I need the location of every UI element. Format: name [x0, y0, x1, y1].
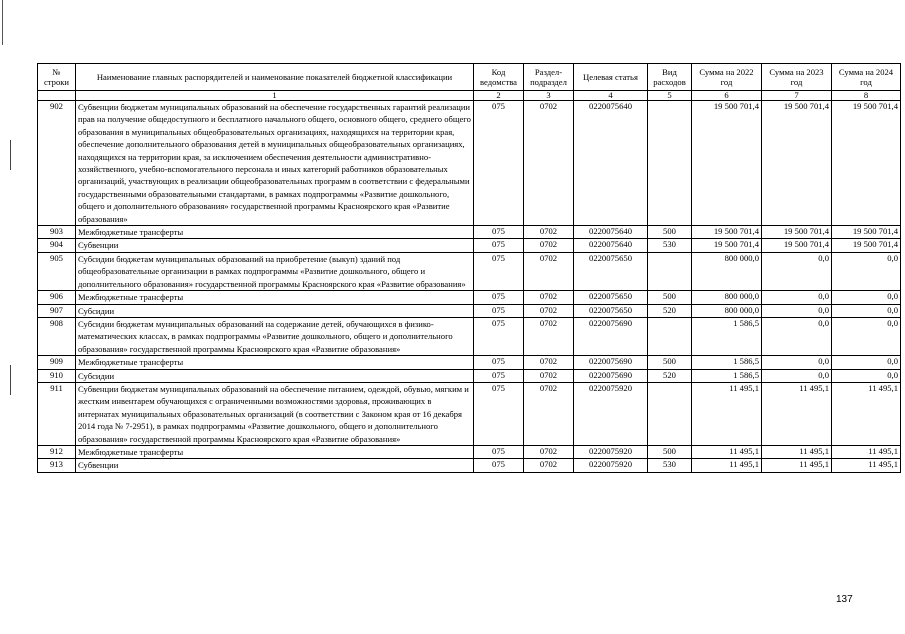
row-name-cell: Субвенции бюджетам муниципальных образований на обеспечение государственных гарантий реализации прав на получение общедоступного и бесплатного начального общего, основного общего, среднего общего образования в муниципальных общеобразовательных организациях, находящихся на территории края, обеспечение дополнительного образования детей в муниципальных общеобразовательных организациях, находящихся на территории края, за исключением обеспечения деятельности административно-хозяйственного, учебно-вспомогательного персонала и иных категорий работников образовательных организаций, участвующих в реализации общеобразовательных программ в соответствии с федеральными государственными образовательными стандартами, в рамках подпрограммы «Развитие дошкольного, общего и дополнительного образования» государственной программы Красноярского края «Развитие образования»	[76, 101, 474, 226]
row-dept-code-cell: 075	[474, 356, 524, 369]
row-expense-type-cell: 530	[648, 239, 692, 252]
row-dept-code-cell: 075	[474, 101, 524, 226]
row-name-cell: Субсидии бюджетам муниципальных образований на содержание детей, обучающихся в физико-математических классах, в рамках подпрограммы «Развитие дошкольного, общего и дополнительного образования» государственной программы Красноярского края «Развитие образования»	[76, 317, 474, 355]
table-row	[38, 291, 901, 304]
row-name-cell: Межбюджетные трансферты	[76, 226, 474, 239]
header-section: Раздел-подраздел	[524, 64, 574, 91]
row-sum-2022-cell: 11 495,1	[692, 459, 762, 472]
row-target-article-cell: 0220075690	[574, 369, 648, 382]
row-section-cell: 0702	[524, 239, 574, 252]
column-number: 6	[692, 91, 762, 101]
header-expense-type: Вид расходов	[648, 64, 692, 91]
row-sum-2022-cell: 1 586,5	[692, 356, 762, 369]
column-number: 8	[832, 91, 901, 101]
header-row	[38, 64, 901, 91]
row-target-article-cell: 0220075920	[574, 459, 648, 472]
row-dept-code-cell: 075	[474, 459, 524, 472]
column-number: 2	[474, 91, 524, 101]
row-sum-2022-cell: 800 000,0	[692, 291, 762, 304]
row-number-cell: 906	[38, 291, 76, 304]
row-dept-code-cell: 075	[474, 369, 524, 382]
row-sum-2022-cell: 1 586,5	[692, 317, 762, 355]
row-sum-2023-cell: 0,0	[762, 252, 832, 290]
row-number-cell: 911	[38, 382, 76, 445]
row-number-cell: 907	[38, 304, 76, 317]
row-sum-2024-cell: 11 495,1	[832, 382, 901, 445]
row-target-article-cell: 0220075690	[574, 356, 648, 369]
table-row	[38, 239, 901, 252]
row-number-cell: 905	[38, 252, 76, 290]
row-target-article-cell: 0220075650	[574, 252, 648, 290]
row-target-article-cell: 0220075920	[574, 445, 648, 458]
row-sum-2024-cell: 11 495,1	[832, 459, 901, 472]
row-number-cell: 903	[38, 226, 76, 239]
row-section-cell: 0702	[524, 369, 574, 382]
row-target-article-cell: 0220075920	[574, 382, 648, 445]
column-number: 3	[524, 91, 574, 101]
header-sum-2023: Сумма на 2023 год	[762, 64, 832, 91]
row-section-cell: 0702	[524, 459, 574, 472]
row-section-cell: 0702	[524, 317, 574, 355]
row-target-article-cell: 0220075640	[574, 101, 648, 226]
table-row	[38, 101, 901, 226]
table-row	[38, 317, 901, 355]
row-sum-2023-cell: 19 500 701,4	[762, 239, 832, 252]
table-row	[38, 445, 901, 458]
table-row	[38, 459, 901, 472]
scan-margin-line	[2, 0, 3, 45]
row-number-cell: 908	[38, 317, 76, 355]
table-row	[38, 304, 901, 317]
row-target-article-cell: 0220075690	[574, 317, 648, 355]
scan-margin-tick	[10, 140, 11, 170]
column-number: 7	[762, 91, 832, 101]
row-expense-type-cell: 520	[648, 304, 692, 317]
row-expense-type-cell: 500	[648, 356, 692, 369]
row-sum-2024-cell: 0,0	[832, 317, 901, 355]
row-sum-2023-cell: 19 500 701,4	[762, 226, 832, 239]
row-sum-2024-cell: 0,0	[832, 369, 901, 382]
row-sum-2023-cell: 0,0	[762, 317, 832, 355]
row-number-cell: 912	[38, 445, 76, 458]
row-section-cell: 0702	[524, 252, 574, 290]
column-number: 4	[574, 91, 648, 101]
row-name-cell: Субсидии	[76, 304, 474, 317]
row-dept-code-cell: 075	[474, 226, 524, 239]
row-name-cell: Межбюджетные трансферты	[76, 291, 474, 304]
row-dept-code-cell: 075	[474, 304, 524, 317]
row-expense-type-cell	[648, 317, 692, 355]
column-number-row	[38, 91, 901, 101]
row-dept-code-cell: 075	[474, 252, 524, 290]
row-sum-2022-cell: 19 500 701,4	[692, 101, 762, 226]
row-sum-2024-cell: 19 500 701,4	[832, 239, 901, 252]
row-name-cell: Субсидии	[76, 369, 474, 382]
table-row	[38, 369, 901, 382]
column-number: 5	[648, 91, 692, 101]
row-expense-type-cell: 500	[648, 226, 692, 239]
row-target-article-cell: 0220075650	[574, 304, 648, 317]
row-expense-type-cell	[648, 101, 692, 226]
row-sum-2024-cell: 19 500 701,4	[832, 226, 901, 239]
row-sum-2023-cell: 11 495,1	[762, 445, 832, 458]
row-sum-2023-cell: 11 495,1	[762, 459, 832, 472]
row-target-article-cell: 0220075640	[574, 239, 648, 252]
header-row-number: № строки	[38, 64, 76, 91]
row-sum-2022-cell: 19 500 701,4	[692, 239, 762, 252]
row-sum-2024-cell: 0,0	[832, 291, 901, 304]
row-sum-2023-cell: 0,0	[762, 304, 832, 317]
row-expense-type-cell	[648, 252, 692, 290]
scan-margin-tick	[10, 365, 11, 395]
row-section-cell: 0702	[524, 291, 574, 304]
row-expense-type-cell	[648, 382, 692, 445]
row-name-cell: Субсидии бюджетам муниципальных образований на приобретение (выкуп) зданий под общеобразовательные организации в рамках подпрограммы «Развитие дошкольного, общего и дополнительного образования» государственной программы Красноярского края «Развитие образования»	[76, 252, 474, 290]
row-sum-2023-cell: 11 495,1	[762, 382, 832, 445]
row-target-article-cell: 0220075650	[574, 291, 648, 304]
row-dept-code-cell: 075	[474, 239, 524, 252]
row-expense-type-cell: 500	[648, 445, 692, 458]
row-number-cell: 913	[38, 459, 76, 472]
row-number-cell: 902	[38, 101, 76, 226]
row-section-cell: 0702	[524, 304, 574, 317]
row-sum-2024-cell: 0,0	[832, 304, 901, 317]
row-number-cell: 910	[38, 369, 76, 382]
row-sum-2024-cell: 0,0	[832, 356, 901, 369]
row-section-cell: 0702	[524, 382, 574, 445]
row-number-cell: 909	[38, 356, 76, 369]
row-expense-type-cell: 530	[648, 459, 692, 472]
header-sum-2022: Сумма на 2022 год	[692, 64, 762, 91]
column-number	[38, 91, 76, 101]
row-expense-type-cell: 520	[648, 369, 692, 382]
table-row	[38, 252, 901, 290]
header-sum-2024: Сумма на 2024 год	[832, 64, 901, 91]
row-sum-2023-cell: 0,0	[762, 356, 832, 369]
row-number-cell: 904	[38, 239, 76, 252]
budget-table	[37, 63, 901, 473]
row-name-cell: Межбюджетные трансферты	[76, 445, 474, 458]
row-name-cell: Субвенции	[76, 459, 474, 472]
row-sum-2024-cell: 19 500 701,4	[832, 101, 901, 226]
column-number: 1	[76, 91, 474, 101]
row-sum-2022-cell: 800 000,0	[692, 252, 762, 290]
row-sum-2022-cell: 1 586,5	[692, 369, 762, 382]
row-name-cell: Межбюджетные трансферты	[76, 356, 474, 369]
row-sum-2022-cell: 11 495,1	[692, 382, 762, 445]
row-name-cell: Субвенции бюджетам муниципальных образований на обеспечение питанием, одеждой, обувью, мягким и жестким инвентарем обучающихся с ограниченными возможностями здоровья, проживающих в интернатах муниципальных образовательных организаций (в соответствии с Законом края от 16 декабря 2014 года № 7-2951), в рамках подпрограммы «Развитие дошкольного, общего и дополнительного образования» государственной программы Красноярского края «Развитие образования»	[76, 382, 474, 445]
row-section-cell: 0702	[524, 445, 574, 458]
row-dept-code-cell: 075	[474, 382, 524, 445]
row-sum-2022-cell: 19 500 701,4	[692, 226, 762, 239]
table-row	[38, 382, 901, 445]
row-expense-type-cell: 500	[648, 291, 692, 304]
row-section-cell: 0702	[524, 356, 574, 369]
page-number: 137	[836, 594, 853, 605]
row-dept-code-cell: 075	[474, 445, 524, 458]
header-name: Наименование главных распорядителей и наименование показателей бюджетной классификации	[76, 64, 474, 91]
row-sum-2022-cell: 11 495,1	[692, 445, 762, 458]
table-row	[38, 356, 901, 369]
header-dept-code: Код ведомства	[474, 64, 524, 91]
row-name-cell: Субвенции	[76, 239, 474, 252]
row-sum-2024-cell: 11 495,1	[832, 445, 901, 458]
row-target-article-cell: 0220075640	[574, 226, 648, 239]
row-sum-2024-cell: 0,0	[832, 252, 901, 290]
row-sum-2022-cell: 800 000,0	[692, 304, 762, 317]
header-target-article: Целевая статья	[574, 64, 648, 91]
table-row	[38, 226, 901, 239]
row-section-cell: 0702	[524, 226, 574, 239]
row-dept-code-cell: 075	[474, 317, 524, 355]
row-dept-code-cell: 075	[474, 291, 524, 304]
row-sum-2023-cell: 0,0	[762, 369, 832, 382]
row-section-cell: 0702	[524, 101, 574, 226]
row-sum-2023-cell: 0,0	[762, 291, 832, 304]
row-sum-2023-cell: 19 500 701,4	[762, 101, 832, 226]
